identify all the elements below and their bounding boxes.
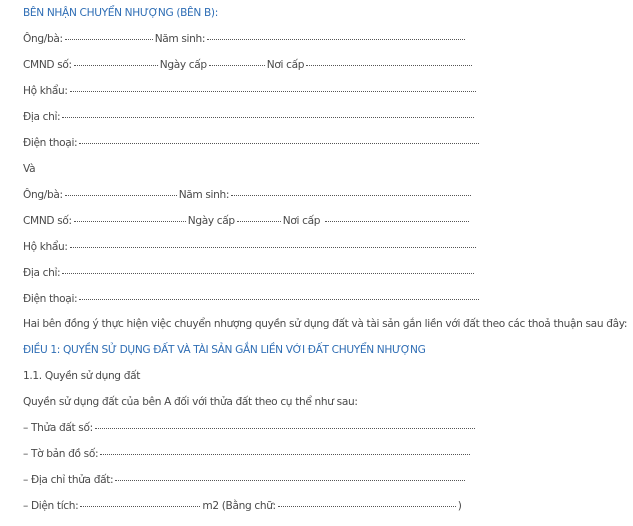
article1-subheading: 1.1. Quyền sử dụng đất <box>23 370 141 382</box>
map-sheet-row <box>23 446 472 462</box>
p1-address-label: Địa chỉ: <box>23 111 61 123</box>
p1-id-field[interactable] <box>74 64 158 66</box>
p2-name-field[interactable] <box>65 194 177 196</box>
p1-phone-row <box>23 135 481 151</box>
p2-household-field[interactable] <box>70 246 476 248</box>
parcel-no-field[interactable] <box>95 427 475 429</box>
p1-household-label: Hộ khẩu: <box>23 85 68 97</box>
p1-address-row <box>23 109 476 125</box>
p2-id-field[interactable] <box>74 220 186 222</box>
p1-issue-date-field[interactable] <box>209 64 265 66</box>
p2-phone-field[interactable] <box>79 298 479 300</box>
p2-birth-label: Năm sinh: <box>178 189 230 201</box>
article1-intro: Quyền sử dụng đất của bên A đối với thửa đất theo cụ thể như sau: <box>23 396 358 408</box>
area-words-field[interactable] <box>278 505 456 507</box>
p2-name-row <box>23 187 473 203</box>
p2-name-label: Ông/bà: <box>23 189 63 201</box>
p1-birth-label: Năm sinh: <box>154 33 206 45</box>
p2-id-row <box>23 213 471 229</box>
p2-issue-date-field[interactable] <box>237 220 281 222</box>
article1-heading: ĐIỀU 1: QUYỀN SỬ DỤNG ĐẤT VÀ TÀI SẢN GẮN LIỀN VỚI ĐẤT CHUYỂN NHƯỢNG <box>23 344 426 356</box>
p2-household-row <box>23 239 478 255</box>
p1-name-row <box>23 31 467 47</box>
p1-address-field[interactable] <box>62 116 474 118</box>
p2-household-label: Hộ khẩu: <box>23 241 68 253</box>
p2-address-label: Địa chỉ: <box>23 267 61 279</box>
agreement-text: Hai bên đồng ý thực hiện việc chuyển nhượng quyền sử dụng đất và tài sản gắn liền với đất theo các thoả thuận sau đây: <box>23 318 628 330</box>
area-field[interactable] <box>80 505 200 507</box>
parcel-no-label: – Thửa đất số: <box>23 422 93 434</box>
p2-issue-place-field[interactable] <box>325 220 469 222</box>
p1-birth-field[interactable] <box>207 38 465 40</box>
p1-phone-label: Điện thoại: <box>23 137 78 149</box>
area-close-paren: ) <box>457 500 462 512</box>
area-unit-label: m2 (Bằng chữ: <box>202 500 276 512</box>
p1-issue-place-label: Nơi cấp <box>266 59 305 71</box>
p2-issue-place-label: Nơi cấp <box>282 215 321 227</box>
area-label: – Diện tích: <box>23 500 79 512</box>
p1-phone-field[interactable] <box>79 142 479 144</box>
parcel-no-row <box>23 420 477 436</box>
p2-birth-field[interactable] <box>231 194 471 196</box>
p1-household-row <box>23 83 478 99</box>
party-b-heading: BÊN NHẬN CHUYỂN NHƯỢNG (BÊN B): <box>23 7 218 19</box>
map-sheet-label: – Tờ bản đồ số: <box>23 448 99 460</box>
p2-issue-date-label: Ngày cấp <box>187 215 235 227</box>
p2-address-field[interactable] <box>62 272 474 274</box>
p2-id-label: CMND số: <box>23 215 72 227</box>
p1-id-row <box>23 57 474 73</box>
p1-name-field[interactable] <box>65 38 153 40</box>
map-sheet-field[interactable] <box>100 453 470 455</box>
p1-issue-date-label: Ngày cấp <box>159 59 207 71</box>
p2-phone-label: Điện thoại: <box>23 293 78 305</box>
p2-address-row <box>23 265 476 281</box>
parcel-address-label: – Địa chỉ thửa đất: <box>23 474 114 486</box>
p1-household-field[interactable] <box>70 90 476 92</box>
p1-id-label: CMND số: <box>23 59 72 71</box>
parcel-address-row <box>23 472 467 488</box>
area-row <box>23 498 462 514</box>
p1-issue-place-field[interactable] <box>306 64 472 66</box>
and-label: Và <box>23 163 36 175</box>
p1-name-label: Ông/bà: <box>23 33 63 45</box>
p2-phone-row <box>23 291 481 307</box>
parcel-address-field[interactable] <box>115 479 465 481</box>
